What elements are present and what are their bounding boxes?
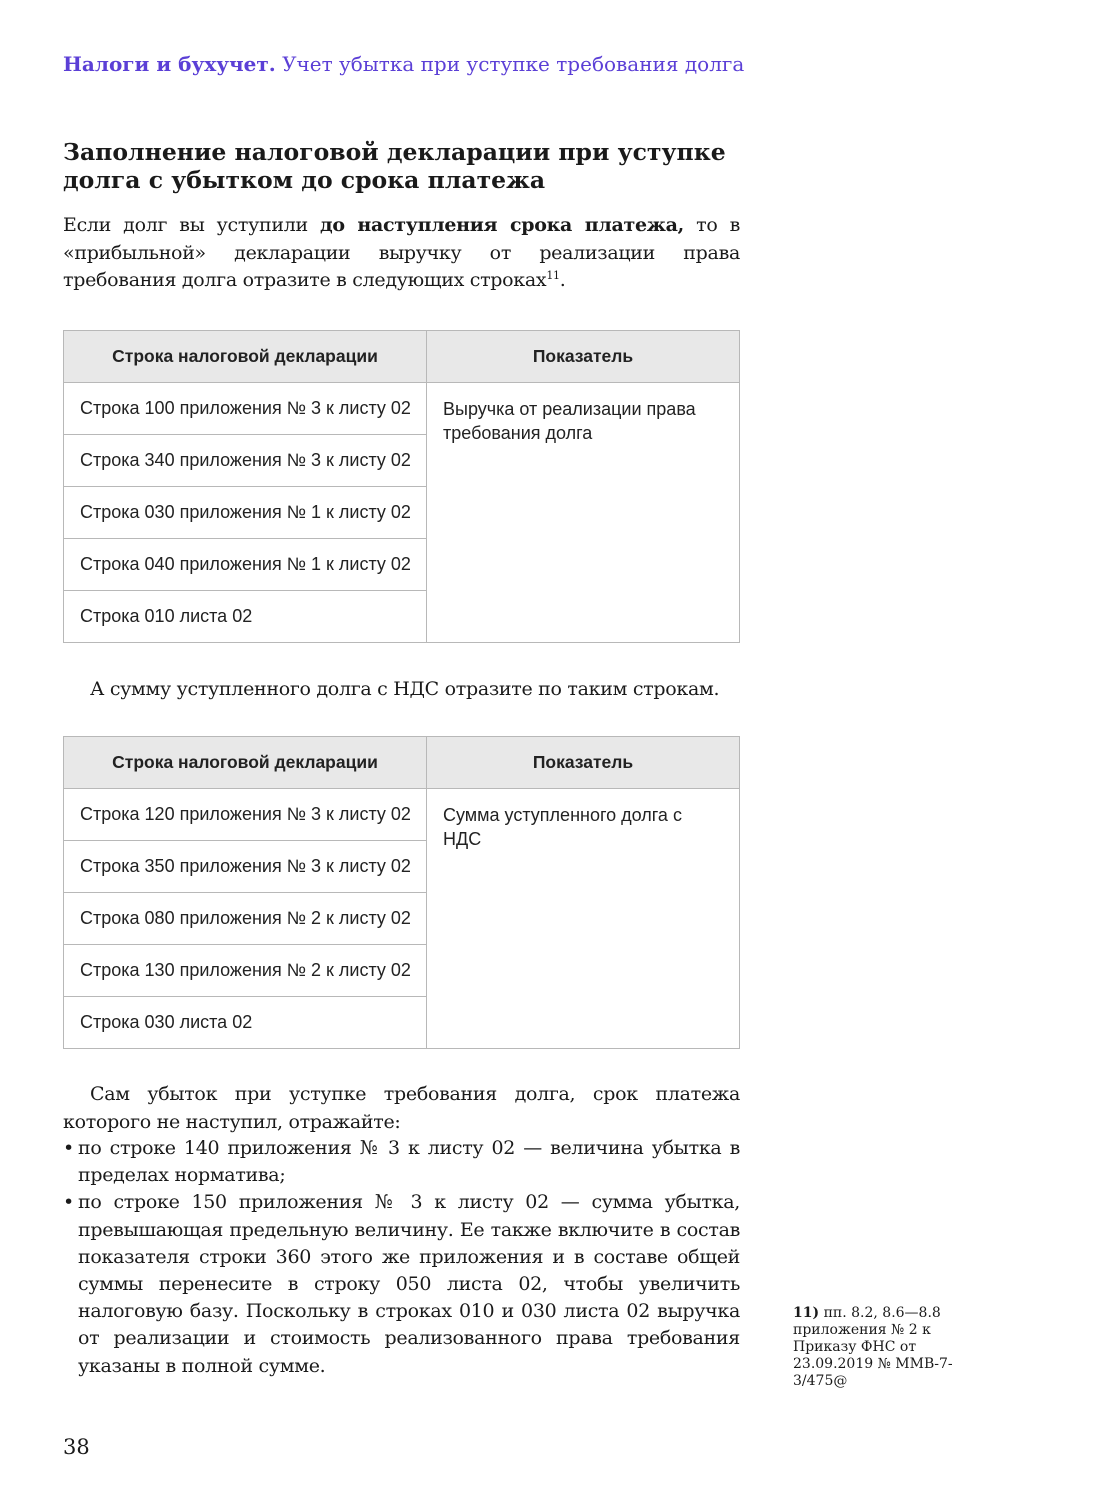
section-heading [63, 138, 763, 194]
running-head [63, 52, 744, 76]
table-header-row [64, 737, 740, 789]
intro-text-bold: до наступления срока платежа, [319, 214, 684, 236]
declaration-line-cell: Строка 030 листа 02 [64, 997, 427, 1049]
column-header-indicator: Показатель [427, 737, 740, 789]
intro-text-before: Если долг вы уступили [63, 214, 320, 236]
section-heading-line1: Заполнение налоговой декларации при уступке [63, 138, 726, 166]
running-head-title: Учет убытка при уступке требования долга [282, 52, 745, 76]
list-item: • по строке 150 приложения № 3 к листу 02 — сумма убытка, превышающая предельную величину. Ее также включите в состав показателя строки 360 этого же приложения и в составе общей суммы перенесите в строку 050 листа 02, чтобы увеличить налоговую базу. Поскольку в строках 010 и 030 листа 02 выручка от реализации и стоимость реализованного права требования указаны в полной сумме. [63, 1189, 740, 1379]
table-header-row [64, 331, 740, 383]
footnote-reference[interactable]: 11 [546, 269, 560, 282]
declaration-line-cell: Строка 030 приложения № 1 к листу 02 [64, 487, 427, 539]
declaration-line-cell: Строка 350 приложения № 3 к листу 02 [64, 841, 427, 893]
list-item: • по строке 140 приложения № 3 к листу 02 — величина убытка в пределах норматива; [63, 1135, 740, 1189]
declaration-line-cell: Строка 100 приложения № 3 к листу 02 [64, 383, 427, 435]
indicator-cell: Сумма уступленного долга с НДС [427, 789, 740, 1049]
column-header-declaration-line: Строка налоговой декларации [64, 331, 427, 383]
running-head-section: Налоги и бухучет. [63, 52, 276, 76]
declaration-line-cell: Строка 340 приложения № 3 к листу 02 [64, 435, 427, 487]
indicator-cell: Выручка от реализации права требования долга [427, 383, 740, 643]
column-header-declaration-line: Строка налоговой декларации [64, 737, 427, 789]
table-revenue-lines [63, 330, 740, 643]
page-number: 38 [63, 1435, 90, 1459]
between-paragraph: А сумму уступленного долга с НДС отразите по таким строкам. [90, 678, 720, 700]
table-vat-lines [63, 736, 740, 1049]
footnote [793, 1305, 993, 1390]
table-row [64, 383, 740, 435]
declaration-line-cell: Строка 120 приложения № 3 к листу 02 [64, 789, 427, 841]
declaration-line-cell: Строка 040 приложения № 1 к листу 02 [64, 539, 427, 591]
footnote-text: пп. 8.2, 8.6—8.8 приложения № 2 к Приказу ФНС от 23.09.2019 № ММВ-7-3/475@ [793, 1305, 953, 1389]
loss-paragraph: Сам убыток при уступке требования долга, срок платежа которого не наступил, отражайте: [63, 1083, 740, 1133]
footnote-number: 11) [793, 1305, 820, 1321]
section-heading-line2: долга с убытком до срока платежа [63, 166, 546, 194]
declaration-line-cell: Строка 010 листа 02 [64, 591, 427, 643]
intro-text-after: то в «прибыльной» декларации выручку от реализации права требования долга отразите в следующих строках [63, 214, 741, 291]
declaration-line-cell: Строка 080 приложения № 2 к листу 02 [64, 893, 427, 945]
bullet-list [63, 1135, 740, 1380]
declaration-line-cell: Строка 130 приложения № 2 к листу 02 [64, 945, 427, 997]
intro-text-end: . [559, 269, 566, 291]
intro-paragraph [63, 212, 740, 295]
table-row [64, 789, 740, 841]
column-header-indicator: Показатель [427, 331, 740, 383]
